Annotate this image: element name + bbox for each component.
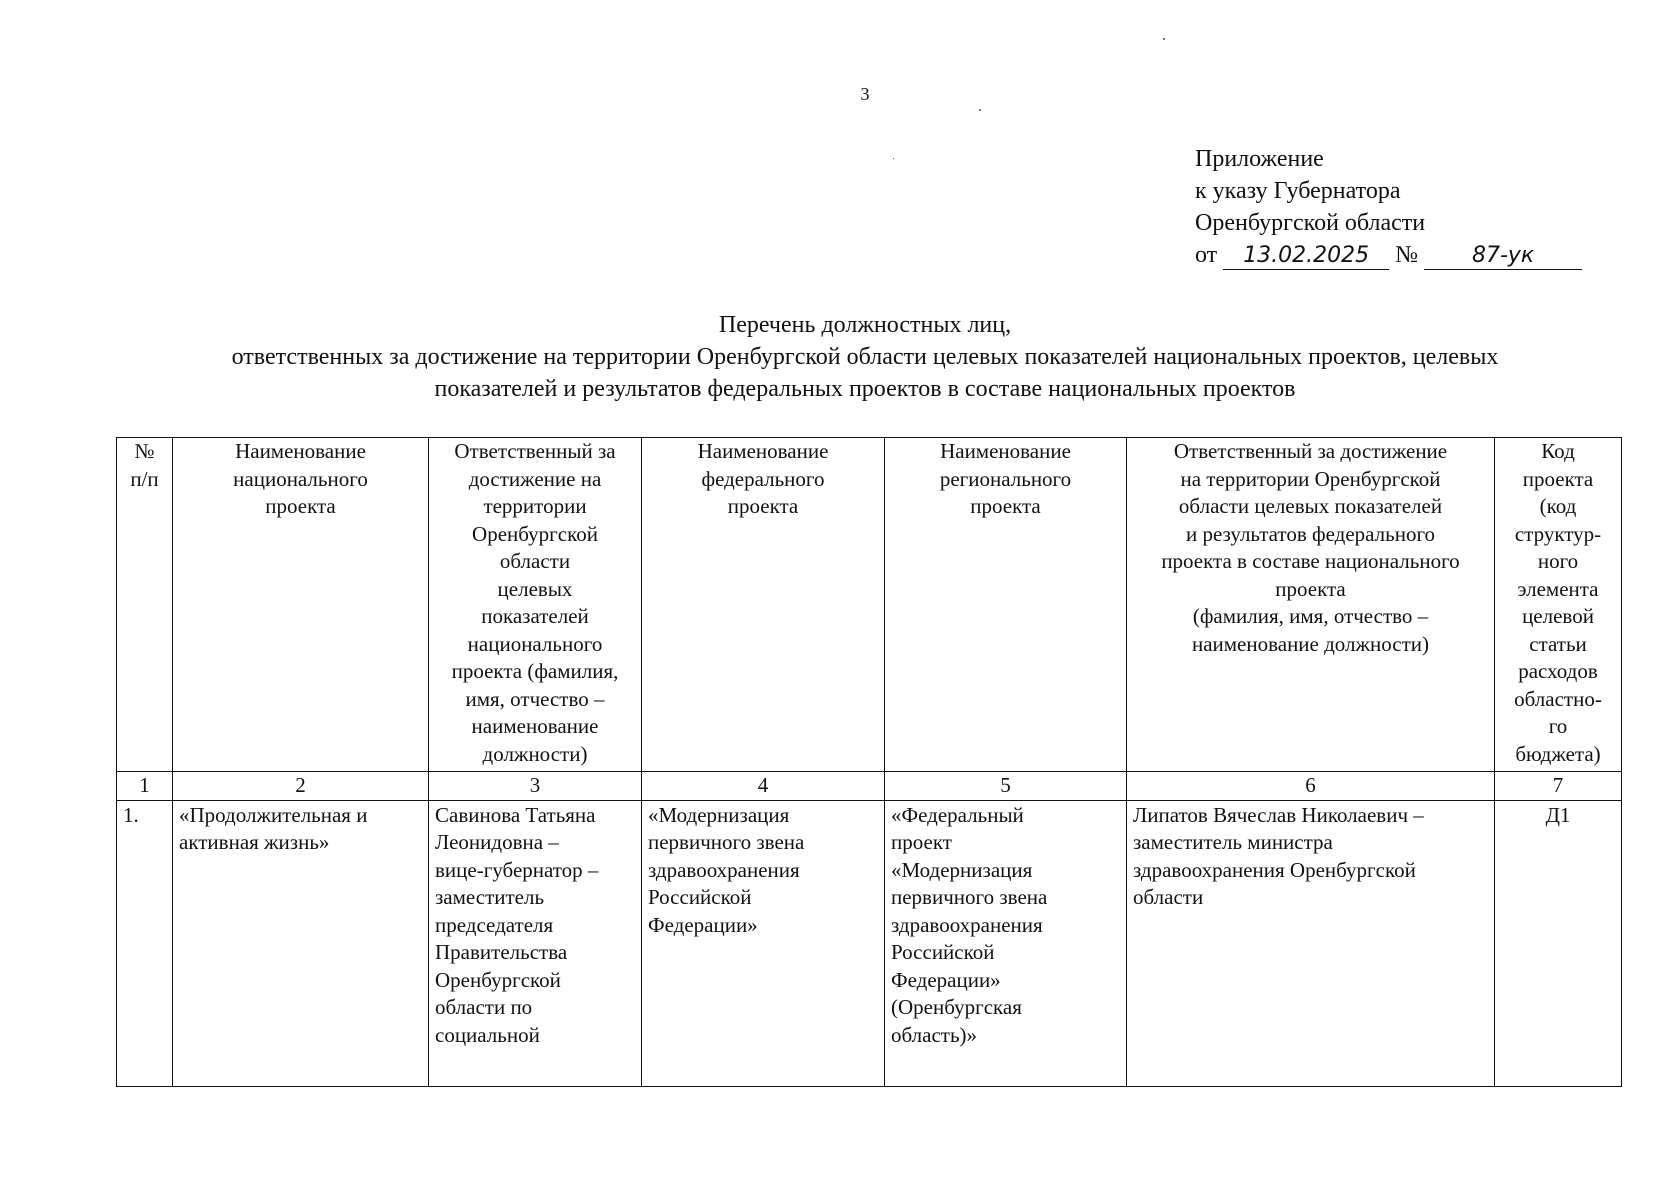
page-number: 3	[860, 84, 870, 104]
annex-region: Оренбургской области	[1195, 210, 1426, 236]
scan-speck	[893, 158, 894, 159]
header-cell-federal-project: Наименование федерального проекта	[642, 438, 885, 772]
national-responsible-cell: Савинова Татьяна Леонидовна – вице-губернатор – заместитель председателя Правительства Оренбургской области по социальной	[429, 800, 642, 1086]
column-number: 4	[642, 772, 885, 801]
title-line-1: Перечень должностных лиц,	[718, 312, 1012, 338]
federal-project-cell: «Модернизация первичного звена здравоохранения Российской Федерации»	[642, 800, 885, 1086]
column-number: 2	[173, 772, 429, 801]
annex-decree-ref: к указу Губернатора	[1195, 178, 1401, 204]
annex-date-prefix: от	[1195, 242, 1218, 268]
handwritten-number: 87-ук	[1424, 243, 1582, 270]
header-cell-number: № п/п	[117, 438, 173, 772]
column-number-row	[117, 772, 1622, 801]
header-cell-regional-project: Наименование регионального проекта	[885, 438, 1127, 772]
federal-responsible-cell: Липатов Вячеслав Николаевич – заместитель министра здравоохранения Оренбургской области	[1127, 800, 1495, 1086]
national-project-cell: «Продолжительная и активная жизнь»	[173, 800, 429, 1086]
scan-speck	[1163, 38, 1165, 40]
table-header-row	[117, 438, 1622, 772]
annex-date-line	[1195, 239, 1582, 271]
column-number: 6	[1127, 772, 1495, 801]
column-number: 7	[1495, 772, 1622, 801]
title-line-2: ответственных за достижение на территории Оренбургской области целевых показателей национальных проектов, целевых	[231, 344, 1499, 370]
column-number: 1	[117, 772, 173, 801]
column-number: 5	[885, 772, 1127, 801]
project-code-cell: Д1	[1495, 800, 1622, 1086]
annex-title: Приложение	[1195, 146, 1324, 172]
title-line-3: показателей и результатов федеральных проектов в составе национальных проектов	[434, 376, 1296, 402]
annex-number-prefix: №	[1395, 242, 1419, 268]
officials-table	[116, 437, 1622, 1087]
row-number-cell: 1.	[117, 800, 173, 1086]
annex-block	[1195, 143, 1582, 271]
document-title	[110, 309, 1620, 405]
header-cell-national-responsible: Ответственный за достижение на территории Оренбургской области целевых показателей национального проекта (фамилия, имя, отчество – наименование должности)	[429, 438, 642, 772]
header-cell-federal-responsible: Ответственный за достижение на территории Оренбургской области целевых показателей и результатов федерального проекта в составе национального проекта (фамилия, имя, отчество – наименование должности)	[1127, 438, 1495, 772]
column-number: 3	[429, 772, 642, 801]
header-cell-project-code: Код проекта (код структур- ного элемента целевой статьи расходов областно- го бюджета)	[1495, 438, 1622, 772]
regional-project-cell: «Федеральный проект «Модернизация первичного звена здравоохранения Российской Федерации» (Оренбургская область)»	[885, 800, 1127, 1086]
header-cell-national-project: Наименование национального проекта	[173, 438, 429, 772]
handwritten-date: 13.02.2025	[1223, 243, 1389, 270]
table-row	[117, 800, 1622, 1086]
scan-speck	[979, 109, 981, 111]
